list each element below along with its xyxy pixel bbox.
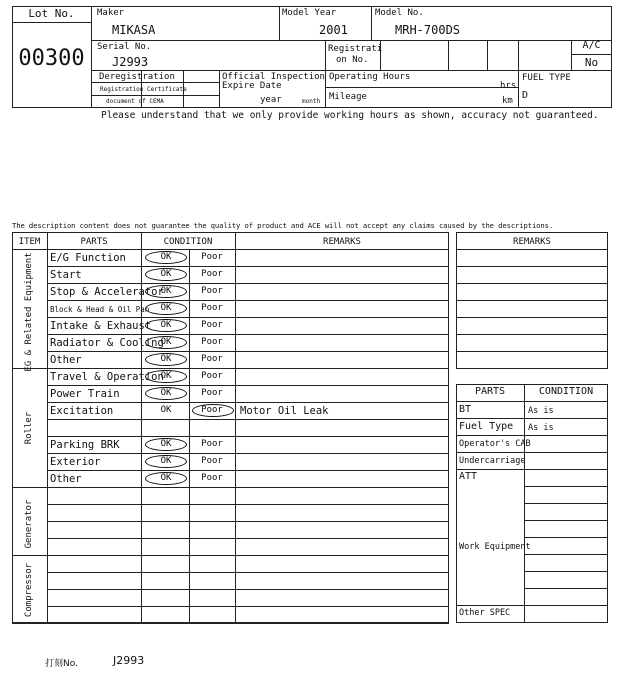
ac-label: A/C [582,40,601,51]
serial-label: Serial No. [97,42,152,52]
ok-option[interactable]: OK [160,439,172,449]
group-roller: Roller [24,411,34,445]
parts-row-label: ATT [459,471,478,482]
ok-option[interactable]: OK [160,337,172,347]
stamp-no-value: J2993 [113,654,145,667]
parts-row-label: Fuel Type [459,421,514,432]
group-generator: Generator [24,499,34,549]
cema-label: document of CEMA [106,98,164,105]
ok-option[interactable]: OK [160,303,172,313]
right-condition-header: CONDITION [538,386,594,397]
registration-label: Registrati [328,44,383,54]
part-name: Excitation [50,405,114,417]
poor-option[interactable]: Poor [201,252,223,262]
ok-option[interactable]: OK [160,269,172,279]
model-year-value: 2001 [319,23,348,37]
ok-option[interactable]: OK [160,456,172,466]
selected-condition-circle [192,404,234,417]
ok-option[interactable]: OK [160,252,172,262]
part-name: Stop & Accelerator [50,286,164,298]
parts-row-condition: As is [528,406,554,416]
selected-condition-circle [145,455,187,468]
poor-option[interactable]: Poor [201,320,223,330]
poor-option[interactable]: Poor [201,269,223,279]
maker-label: Maker [97,8,125,18]
part-name: E/G Function [50,252,126,264]
part-name: Start [50,269,82,281]
col-item-header: ITEM [18,237,41,247]
parts-row-label: Operator's CAB [459,439,531,449]
ok-option[interactable]: OK [160,473,172,483]
remarks-line [456,300,608,301]
hrs-label: hrs [500,81,517,91]
parts-row-label: Other SPEC [459,608,511,618]
ok-option[interactable]: OK [160,286,172,296]
maker-value: MIKASA [112,23,156,37]
selected-condition-circle [145,285,187,298]
registration-label-2: on No. [336,55,369,65]
poor-option[interactable]: Poor [201,388,223,398]
lot-value: 00300 [18,46,85,71]
selected-condition-circle [145,268,187,281]
remarks-line [456,317,608,318]
col-parts-header: PARTS [80,237,108,247]
part-name: Radiator & Cooling [50,337,164,349]
selected-condition-circle [145,251,187,264]
col-condition-header: CONDITION [163,237,213,247]
part-name: Exterior [50,456,101,468]
part-name: Parking BRK [50,439,120,451]
selected-condition-circle [145,472,187,485]
accuracy-notice: Please understand that we only provide working hours as shown, accuracy not guaranteed. [101,110,599,121]
col-remarks-header: REMARKS [323,237,361,247]
part-name: Travel & Operation [50,371,164,383]
part-name: Other [50,354,82,366]
year-label: year [260,95,282,105]
parts-row-condition: As is [528,423,554,433]
km-label: km [502,96,513,106]
stamp-no-label: 打刻No. [45,659,78,669]
deregistration-label: Deregistration [99,72,175,82]
disclaimer: The description content does not guarantee the quality of product and ACE will not accept any claims caused by the descriptions. [12,221,554,230]
serial-value: J2993 [112,55,149,69]
group-eg: EG & Related Equipment [24,252,34,372]
part-name: Block & Head & Oil Pan [50,305,150,314]
poor-option[interactable]: Poor [201,354,223,364]
inspection-label-2: Expire Date [222,81,282,91]
parts-row-label: Work Equipment [459,542,531,552]
fuel-type-label: FUEL TYPE [522,73,571,83]
poor-option[interactable]: Poor [201,371,223,381]
remarks-line [456,351,608,352]
part-name: Other [50,473,82,485]
part-name: Intake & Exhaust [50,320,152,332]
poor-option[interactable]: Poor [201,337,223,347]
poor-option[interactable]: Poor [201,473,223,483]
selected-condition-circle [145,387,187,400]
remark-text: Motor Oil Leak [240,405,329,417]
mileage-label: Mileage [329,92,367,102]
ok-option[interactable]: OK [160,371,172,381]
poor-option[interactable]: Poor [201,439,223,449]
registration-certificate-label: Registration Certificate [100,86,187,93]
lot-label: Lot No. [28,7,75,20]
inspection-label: Official Inspection [222,72,325,82]
part-name: Power Train [50,388,120,400]
selected-condition-circle [145,302,187,315]
fuel-type-value: D [522,90,529,101]
selected-condition-circle [145,438,187,451]
ok-option[interactable]: OK [160,405,172,415]
remarks-line [456,334,608,335]
remarks-line [456,249,608,250]
model-year-label: Model Year [282,8,337,18]
remarks-line [456,266,608,267]
selected-condition-circle [145,370,187,383]
poor-option[interactable]: Poor [201,286,223,296]
poor-option[interactable]: Poor [201,456,223,466]
parts-row-label: BT [459,404,472,415]
ok-option[interactable]: OK [160,320,172,330]
month-label: month [302,98,321,105]
operating-hours-label: Operating Hours [329,72,411,82]
group-compressor: Compressor [24,562,34,618]
model-no-value: MRH-700DS [395,23,461,37]
selected-condition-circle [145,319,187,332]
ok-option[interactable]: OK [160,354,172,364]
poor-option[interactable]: Poor [201,405,223,415]
model-no-label: Model No. [375,8,424,18]
remarks-line [456,283,608,284]
right-remarks-header: REMARKS [513,237,551,247]
poor-option[interactable]: Poor [201,303,223,313]
selected-condition-circle [145,336,187,349]
selected-condition-circle [145,353,187,366]
right-parts-header: PARTS [474,386,506,397]
ac-value: No [584,56,599,69]
parts-row-label: Undercarriage [459,456,526,466]
ok-option[interactable]: OK [160,388,172,398]
